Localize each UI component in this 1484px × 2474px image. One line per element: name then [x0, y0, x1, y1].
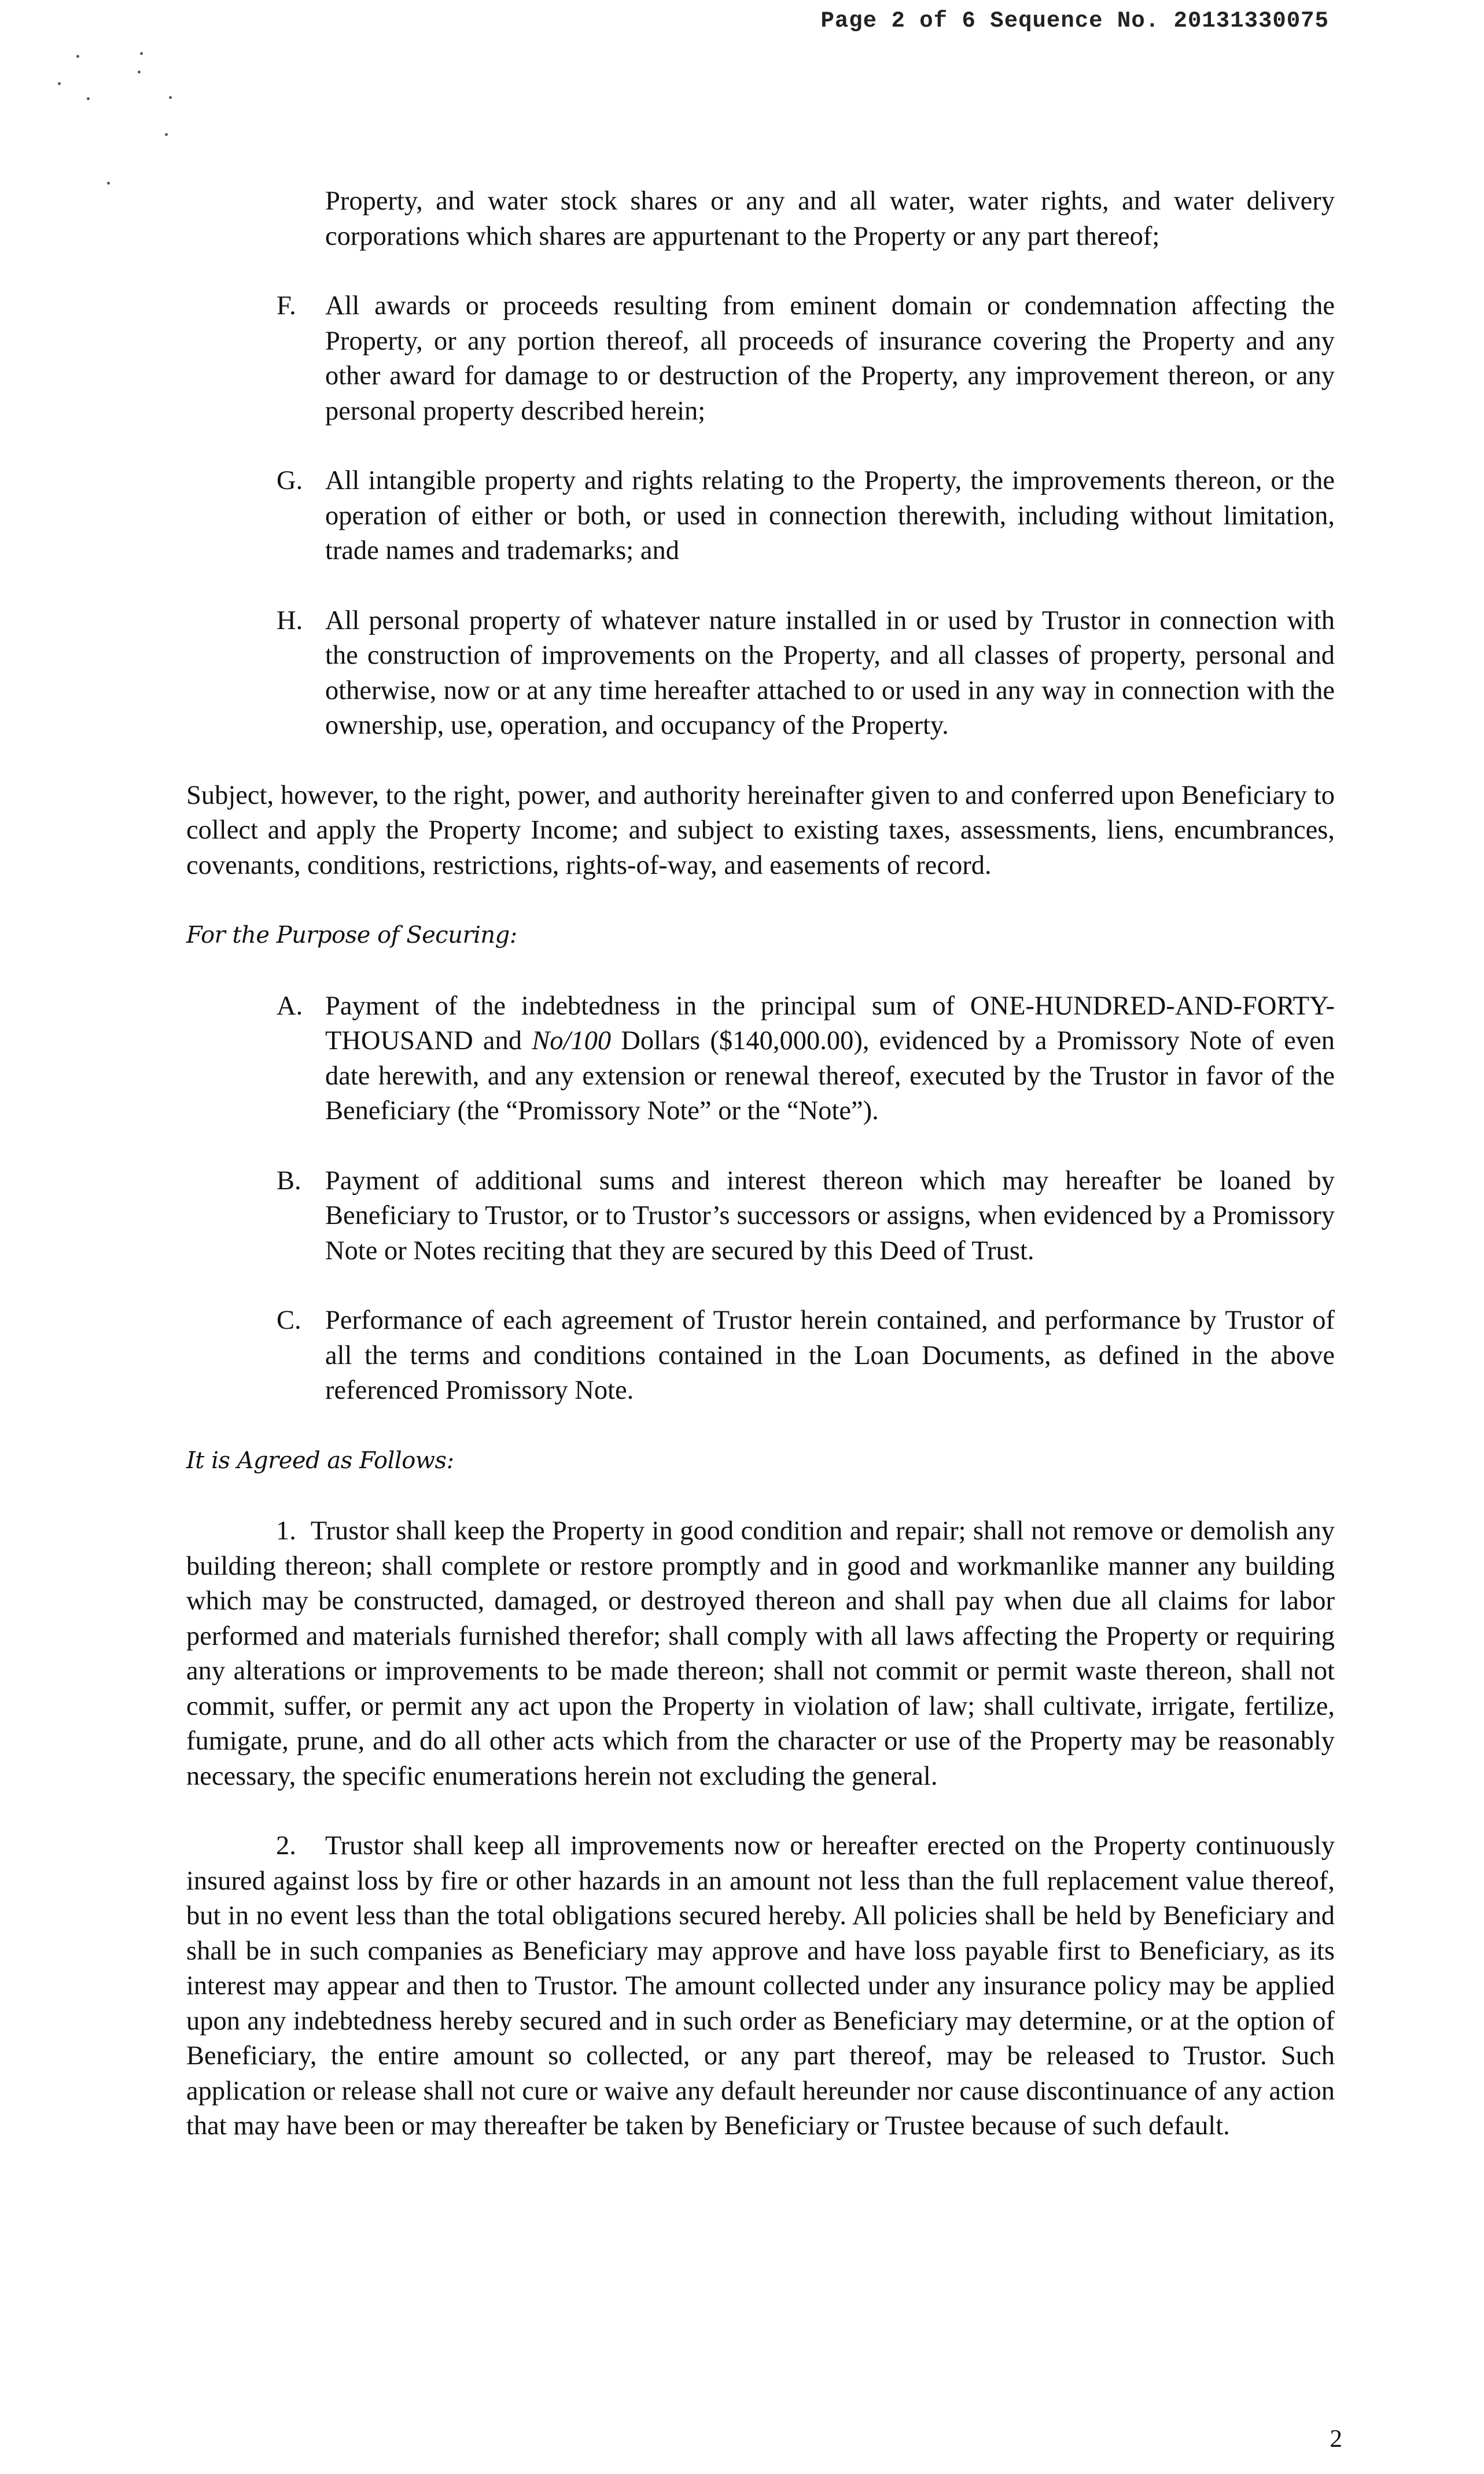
subject-paragraph: Subject, however, to the right, power, and authority hereinafter given to and conferred upon Beneficiary to collect and apply the Property Income; and subject to existing taxes, assessments, liens, encumbrances, covenants, conditions, restrictions, rights-of-way, and easements of record. — [186, 780, 1335, 880]
grant-item-g — [186, 464, 1335, 569]
agreed-heading: It is Agreed as Follows: — [186, 1447, 454, 1474]
scan-specks — [46, 52, 185, 203]
item-text-after: Dollars ($140,000.00), evidenced by a Promissory Note of even date herewith, and any extension or renewal thereof, executed by the Trustor in favor of the Beneficiary (the “Promissory Note” or the “Note”). — [325, 1026, 1335, 1126]
item-text-italic: No/100 — [532, 1026, 612, 1056]
item-label: C. — [277, 1306, 301, 1335]
item-text: All intangible property and rights relating to the Property, the improvements thereon, or the operation of either or both, or used in connection therewith, including without limitation, trade names and trademarks; and — [325, 466, 1335, 565]
clause-2 — [186, 1829, 1335, 2144]
item-label: H. — [277, 605, 303, 635]
purpose-item-a — [186, 989, 1335, 1129]
item-label: B. — [277, 1166, 301, 1196]
item-label: G. — [277, 466, 303, 495]
item-label: F. — [277, 291, 296, 321]
purpose-heading: For the Purpose of Securing: — [186, 922, 517, 949]
item-text-before: Payment of the indebtedness in the principal sum of ONE-HUNDRED-AND-FORTY-THOUSAND and — [325, 991, 1335, 1056]
page-label: Page 2 of 6 — [820, 8, 976, 34]
document-body — [186, 184, 1335, 2144]
clause-number: 1. — [276, 1516, 296, 1546]
item-label: A. — [277, 991, 303, 1021]
purpose-item-b — [186, 1164, 1335, 1269]
clause-text: Trustor shall keep all improvements now or hereafter erected on the Property continuously insured against loss by fire or other hazards in an amount not less than the full replacement value thereof, but in no event less than the total obligations secured hereby. All policies shall be held by Beneficiary and shall be in such companies as Beneficiary may approve and have loss payable first to Beneficiary, as its interest may appear and then to Trustor. The amount collected under any insurance policy may be applied upon any indebtedness hereby secured and in such order as Beneficiary may determine, or at the option of Beneficiary, the entire amount so collected, or any part thereof, may be released to Trustor. Such application or release shall not cure or waive any default hereunder nor cause discontinuance of any action that may have been or may thereafter be taken by Beneficiary or Trustee because of such default. — [186, 1831, 1335, 2141]
item-text: Payment of additional sums and interest thereon which may hereafter be loaned by Beneficiary to Trustor, or to Trustor’s successors or assigns, when evidenced by a Promissory Note or Notes reciting that they are secured by this Deed of Trust. — [325, 1166, 1335, 1266]
grant-item-f — [186, 289, 1335, 429]
item-text: Performance of each agreement of Trustor herein contained, and performance by Trustor of all the terms and conditions contained in the Loan Documents, as defined in the above referenced Promissory Note. — [325, 1306, 1335, 1405]
continuation-paragraph: Property, and water stock shares or any and all water, water rights, and water delivery corporations which shares are appurtenant to the Property or any part thereof; — [325, 186, 1335, 251]
clause-number: 2. — [276, 1831, 296, 1861]
page-number: 2 — [1330, 2425, 1342, 2453]
item-text: All awards or proceeds resulting from eminent domain or condemnation affecting the Property, or any portion thereof, all proceeds of insurance covering the Property and any other award for damage to or destruction of the Property, any improvement thereon, or any personal property described herein; — [325, 291, 1335, 426]
purpose-item-c — [186, 1303, 1335, 1409]
clause-1 — [186, 1514, 1335, 1794]
page-header — [820, 8, 1329, 34]
sequence-label: Sequence No. 20131330075 — [990, 8, 1329, 34]
clause-text: Trustor shall keep the Property in good condition and repair; shall not remove or demolish any building thereon; shall complete or restore promptly and in good and workmanlike manner any building which may be constructed, damaged, or destroyed thereon and shall pay when due all claims for labor performed and materials furnished therefor; shall comply with all laws affecting the Property or requiring any alterations or improvements to be made thereon; shall not commit or permit waste thereon, shall not commit, suffer, or permit any act upon the Property in violation of law; shall cultivate, irrigate, fertilize, fumigate, prune, and do all other acts which from the character or use of the Property may be reasonably necessary, the specific enumerations herein not excluding the general. — [186, 1516, 1335, 1791]
item-text: All personal property of whatever nature installed in or used by Trustor in connection with the construction of improvements on the Property, and all classes of property, personal and otherwise, now or at any time hereafter attached to or used in any way in connection with the ownership, use, operation, and occupancy of the Property. — [325, 605, 1335, 740]
grant-item-h — [186, 604, 1335, 744]
